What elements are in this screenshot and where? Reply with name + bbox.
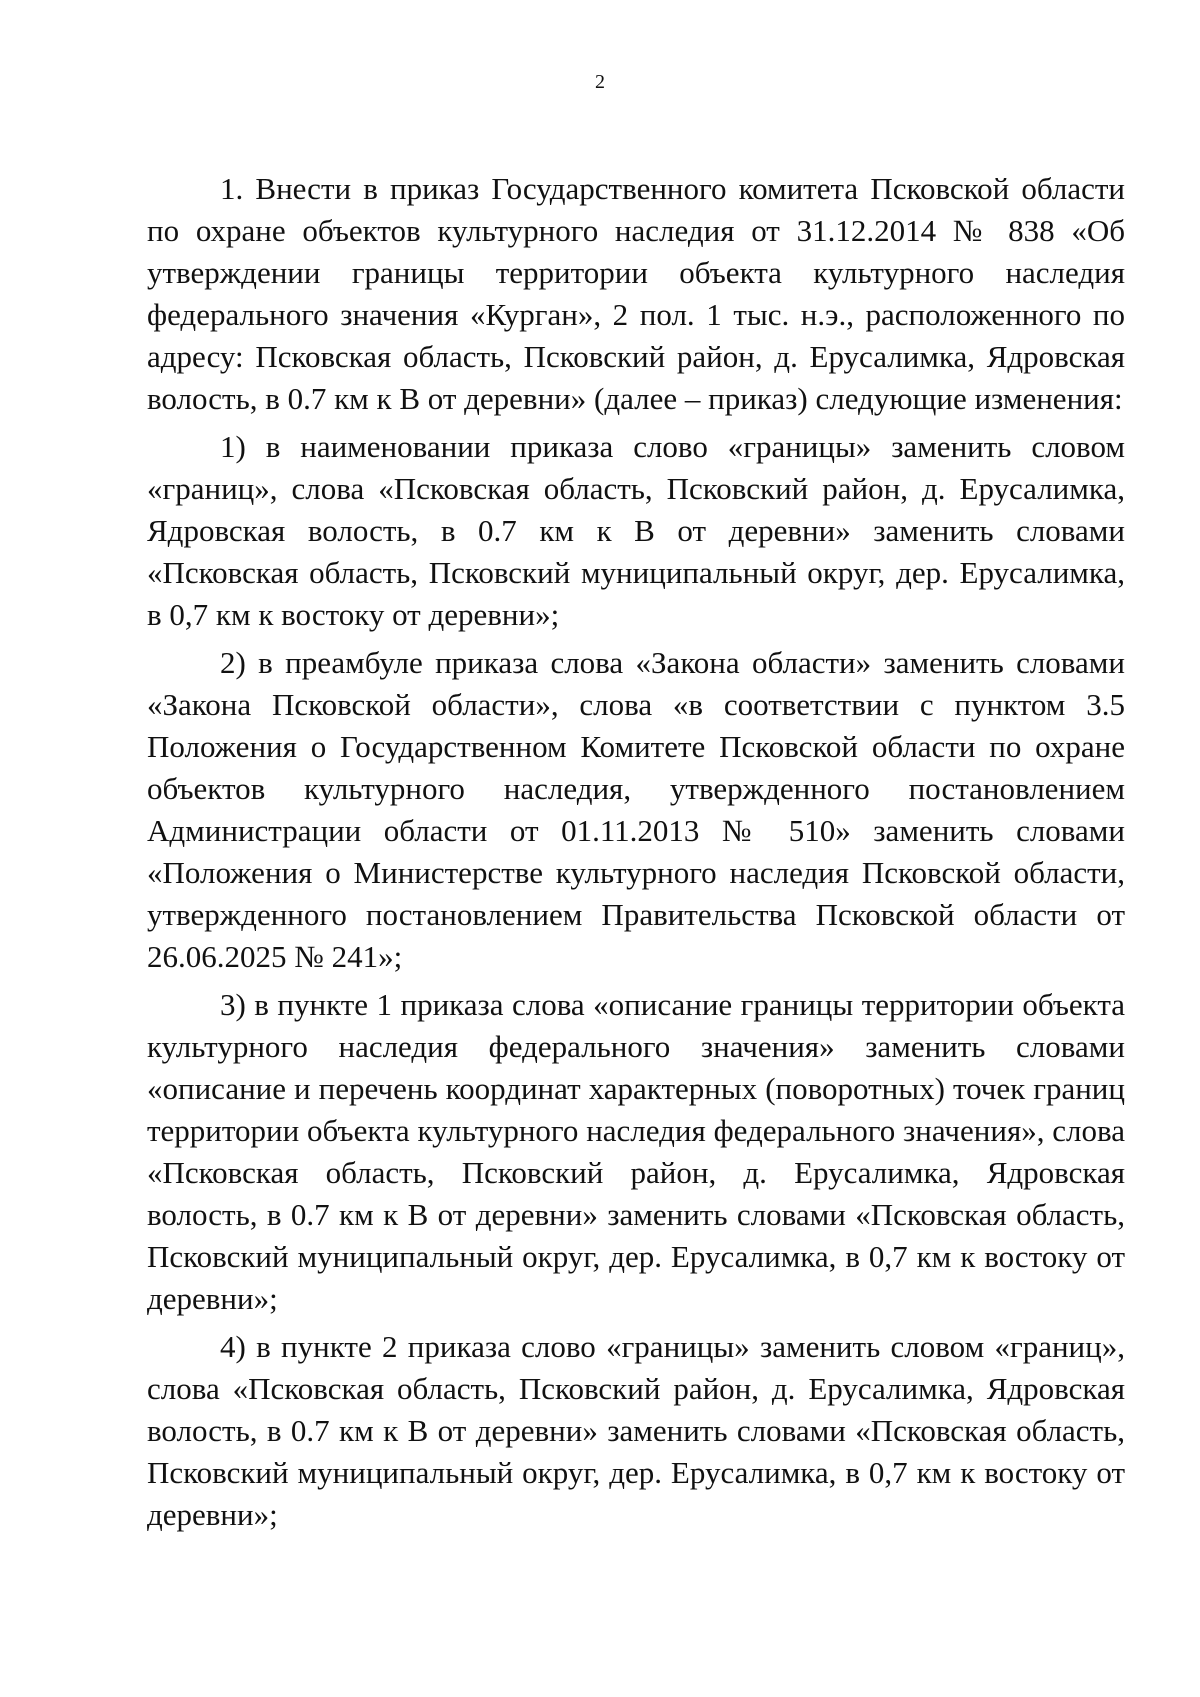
paragraph-item-3: 3) в пункте 1 приказа слова «описание границы территории объекта культурного наследия федерального значения» заменить словами «описание и перечень координат характерных (поворотных) точек границ территории объекта культурного наследия федерального значения», слова «Псковская область, Псковский район, д. Ерусалимка, Ядровская волость, в 0.7 км к В от деревни» заменить словами «Псковская область, Псковский муниципальный округ, дер. Ерусалимка, в 0,7 км к востоку от деревни»; <box>147 987 1125 1316</box>
paragraph-item-2: 2) в преамбуле приказа слова «Закона области» заменить словами «Закона Псковской области», слова «в соответствии с пунктом 3.5 Положения о Государственном Комитете Псковской области по охране объектов культурного наследия, утвержденного постановлением Администрации области от 01.11.2013 № 510» заменить словами «Положения о Министерстве культурного наследия Псковской области, утвержденного постановлением Правительства Псковской области от 26.06.2025 № 241»; <box>147 645 1125 974</box>
page-number: 2 <box>595 71 605 93</box>
paragraph-item-1: 1) в наименовании приказа слово «границы» заменить словом «границ», слова «Псковская область, Псковский район, д. Ерусалимка, Ядровская волость, в 0.7 км к В от деревни» заменить словами «Псковская область, Псковский муниципальный округ, дер. Ерусалимка, в 0,7 км к востоку от деревни»; <box>147 429 1125 632</box>
paragraph-item-4: 4) в пункте 2 приказа слово «границы» заменить словом «границ», слова «Псковская область, Псковский район, д. Ерусалимка, Ядровская волость, в 0.7 км к В от деревни» заменить словами «Псковская область, Псковский муниципальный округ, дер. Ерусалимка, в 0,7 км к востоку от деревни»; <box>147 1329 1125 1532</box>
paragraph-1: 1. Внести в приказ Государственного комитета Псковской области по охране объектов культурного наследия от 31.12.2014 № 838 «Об утверждении границы территории объекта культурного наследия федерального значения «Курган», 2 пол. 1 тыс. н.э., расположенного по адресу: Псковская область, Псковский район, д. Ерусалимка, Ядровская волость, в 0.7 км к В от деревни» (далее – приказ) следующие изменения: <box>147 171 1125 416</box>
document-body <box>147 168 1125 1536</box>
